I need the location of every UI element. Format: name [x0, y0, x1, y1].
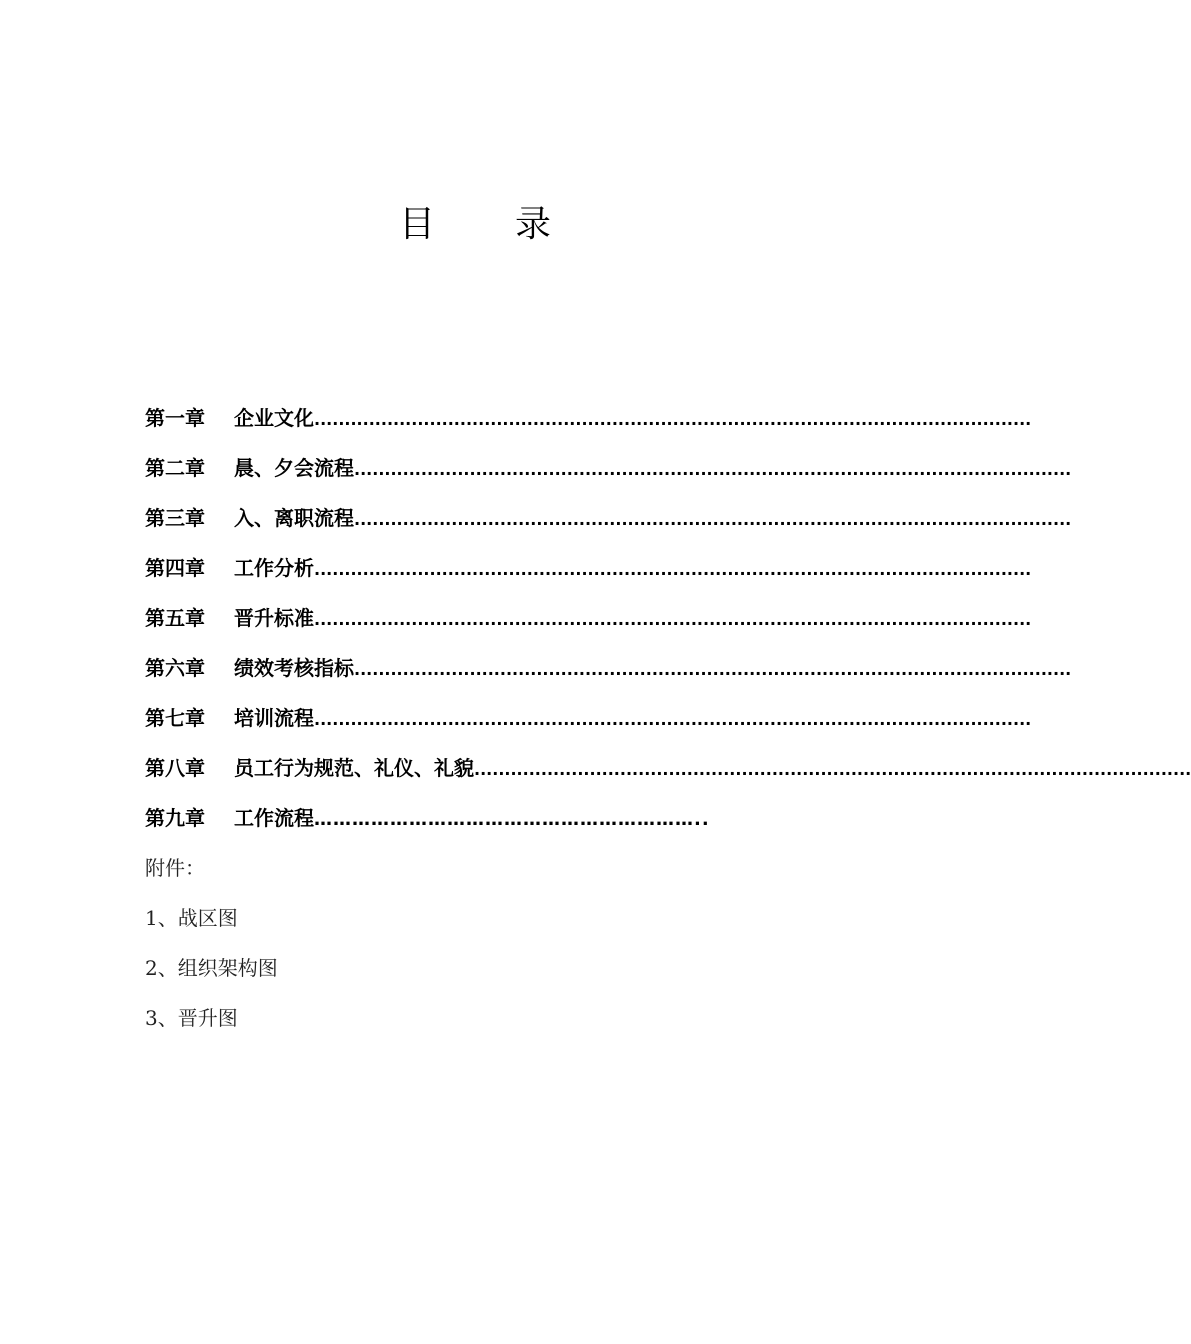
toc-dot-leader: ......................................................................................................................	[354, 660, 1072, 679]
page-title	[0, 200, 950, 250]
toc-chapter-number: 第四章	[145, 556, 205, 580]
toc-entry-8[interactable]	[145, 750, 1191, 800]
appendix-section	[145, 850, 645, 1050]
toc-dot-leader: ......................................................................................................................	[314, 560, 1032, 579]
toc-chapter-title: 工作流程	[234, 806, 314, 830]
toc-chapter-number: 第九章	[145, 806, 205, 830]
toc-dot-leader: ......................................................................................................................	[314, 410, 1032, 429]
toc-dot-leader: ......................................................................................................................	[314, 610, 1032, 629]
toc-dot-leader: ......................................................................................................................	[354, 510, 1072, 529]
toc-entry-2[interactable]	[145, 450, 1072, 500]
appendix-item-3: 3、晋升图	[145, 1006, 238, 1030]
toc-dot-leader: ……………………………………………………..	[314, 809, 710, 830]
toc-chapter-title: 工作分析	[234, 556, 314, 580]
toc-chapter-title: 晨、夕会流程	[234, 456, 354, 480]
toc-entry-4[interactable]	[145, 550, 1032, 600]
toc-chapter-title: 晋升标准	[234, 606, 314, 630]
toc-entry-3[interactable]	[145, 500, 1072, 550]
toc-chapter-number: 第五章	[145, 606, 205, 630]
toc-chapter-title: 绩效考核指标	[234, 656, 354, 680]
title-char-right: 录	[515, 204, 552, 245]
toc-chapter-title: 培训流程	[234, 706, 314, 730]
title-char-left: 目	[398, 204, 435, 245]
toc-dot-leader: ......................................................................................................................	[474, 760, 1191, 779]
toc-chapter-number: 第一章	[145, 406, 205, 430]
toc-chapter-title: 入、离职流程	[234, 506, 354, 530]
toc-entry-9[interactable]	[145, 800, 807, 850]
toc-dot-leader: ......................................................................................................................	[314, 710, 1032, 729]
toc-entry-7[interactable]	[145, 700, 1032, 750]
toc-entry-1[interactable]	[145, 400, 1032, 450]
toc-entry-6[interactable]	[145, 650, 1072, 700]
toc-chapter-number: 第三章	[145, 506, 205, 530]
toc-chapter-number: 第八章	[145, 756, 205, 780]
toc-chapter-title: 企业文化	[234, 406, 314, 430]
appendix-heading: 附件：	[145, 856, 205, 880]
toc-chapter-number: 第六章	[145, 656, 205, 680]
toc-chapter-number: 第二章	[145, 456, 205, 480]
toc-chapter-number: 第七章	[145, 706, 205, 730]
table-of-contents	[145, 400, 1191, 850]
appendix-item-1: 1、战区图	[145, 906, 238, 930]
appendix-item-2: 2、组织架构图	[145, 956, 278, 980]
toc-dot-leader: ......................................................................................................................	[354, 460, 1072, 479]
toc-chapter-title: 员工行为规范、礼仪、礼貌	[234, 756, 474, 780]
toc-entry-5[interactable]	[145, 600, 1032, 650]
